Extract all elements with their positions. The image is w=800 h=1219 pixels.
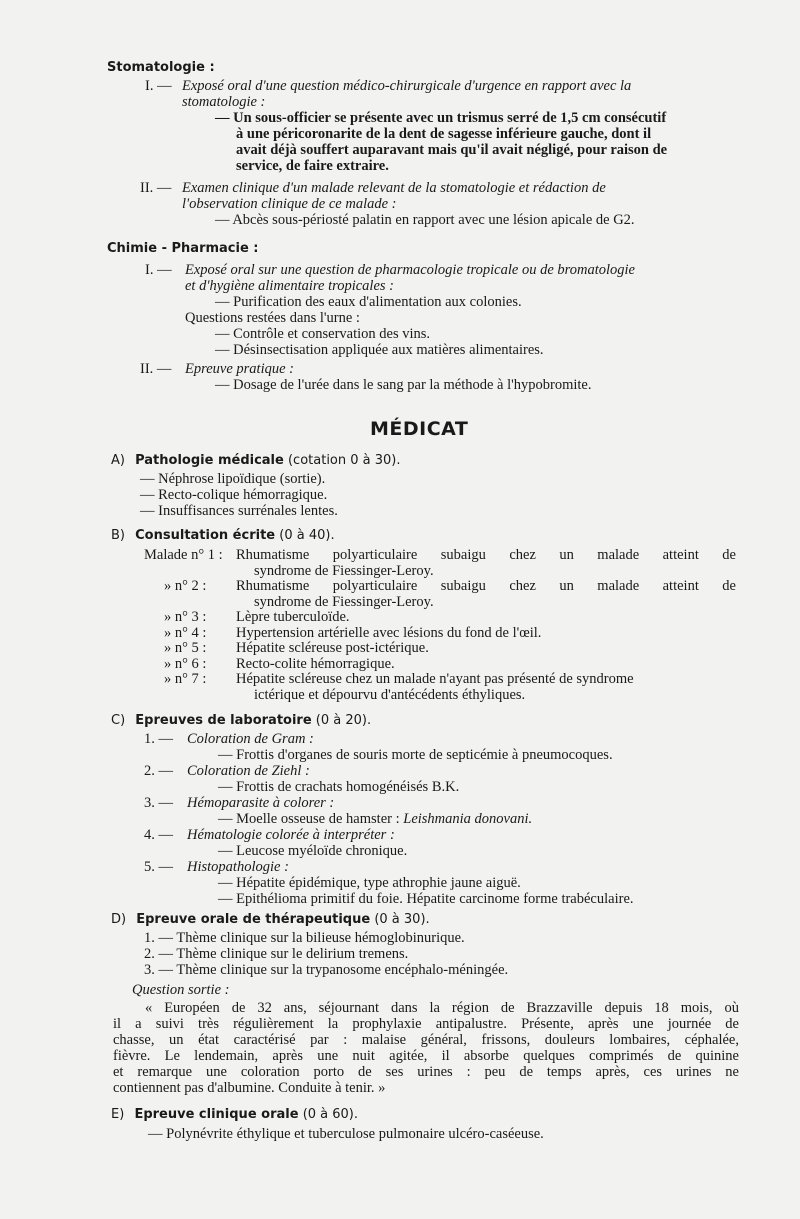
lab-item-title: Coloration de Ziehl : (187, 763, 310, 779)
section-name: Pathologie médicale (135, 453, 284, 468)
question-text: — Abcès sous-périosté palatin en rapport avec une lésion apicale de G2. (215, 212, 635, 228)
malade-text: Hépatite scléreuse chez un malade n'ayant pas présenté de syndrome (236, 671, 634, 687)
list-item: — Insuffisances surrénales lentes. (140, 503, 338, 519)
lab-item-number: 3. — (144, 795, 173, 811)
section-heading-chimie: Chimie - Pharmacie : (107, 241, 259, 256)
question-title: et d'hygiène alimentaire tropicales : (185, 278, 394, 294)
question-sortie-text: contiennent pas d'albumine. Conduite à tenir. » (113, 1080, 386, 1096)
malade-row (144, 672, 736, 688)
question-sortie-label: Question sortie : (132, 982, 230, 998)
section-cotation: (0 à 60). (302, 1107, 359, 1122)
section-cotation: (cotation 0 à 30). (287, 453, 401, 468)
lab-item-title: Hémoparasite à colorer : (187, 795, 335, 811)
malade-row-cont (144, 688, 736, 704)
lab-item-number: 2. — (144, 763, 173, 779)
malade-row (144, 548, 736, 564)
malade-row (144, 641, 736, 657)
malade-number: » n° 4 : (164, 624, 207, 641)
question-text: à une péricoronarite de la dent de sagesse inférieure gauche, dont il (236, 126, 652, 142)
lab-item-text: — Epithélioma primitif du foie. Hépatite carcinome forme trabéculaire. (218, 891, 634, 907)
question-text: — Purification des eaux d'alimentation aux colonies. (215, 294, 522, 310)
malade-text: Rhumatisme polyarticulaire subaigu chez un malade atteint de (236, 547, 736, 563)
lab-item-number: 1. — (144, 731, 173, 747)
question-title: l'observation clinique de ce malade : (182, 196, 397, 212)
question-sortie-text: et remarque une coloration porto de ses urines : peu de temps après, ces urines ne (113, 1064, 739, 1080)
section-e-heading (111, 1107, 358, 1123)
lab-item-text: — Frottis d'organes de souris morte de septicémie à pneumocoques. (218, 747, 613, 763)
malade-text: Lèpre tuberculoïde. (236, 609, 350, 625)
section-cotation: (0 à 40). (279, 528, 335, 543)
question-title: Epreuve pratique : (185, 361, 294, 377)
malade-row (144, 657, 736, 673)
question-text: service, de faire extraire. (236, 158, 389, 174)
item-number: I. — (145, 78, 172, 94)
malade-number: » n° 7 : (164, 671, 207, 687)
lab-item-text: — Frottis de crachats homogénéisés B.K. (218, 779, 460, 795)
lab-item-text: — Leucose myéloïde chronique. (218, 843, 408, 859)
lab-item-text: — Hépatite épidémique, type athrophie jaune aiguë. (218, 875, 521, 891)
lab-item-species: Leishmania donovani. (403, 811, 533, 827)
malade-text: syndrome de Fiessinger-Leroy. (254, 593, 434, 610)
item-number: II. — (140, 180, 172, 196)
lab-item-number: 4. — (144, 827, 173, 843)
malade-row (144, 579, 736, 595)
question-title: Exposé oral sur une question de pharmacologie tropicale ou de bromatologie (185, 262, 635, 278)
malade-text: Hépatite scléreuse post-ictérique. (236, 640, 429, 656)
question-title: Examen clinique d'un malade relevant de la stomatologie et rédaction de (182, 180, 606, 196)
question-title: Exposé oral d'une question médico-chirurgicale d'urgence en rapport avec la (182, 78, 632, 94)
section-cotation: (0 à 30). (374, 912, 430, 927)
malade-number: » n° 3 : (164, 609, 207, 625)
question-sortie-text: il a suivi très régulièrement la prophylaxie antipalustre. Présente, après une journée de (113, 1016, 739, 1032)
item-number: II. — (140, 361, 172, 377)
malade-text: Hypertension artérielle avec lésions du fond de l'œil. (236, 624, 542, 641)
urne-item: — Contrôle et conservation des vins. (215, 326, 431, 342)
question-text: — Un sous-officier se présente avec un trismus serré de 1,5 cm consécutif (215, 110, 667, 126)
lab-item-number: 5. — (144, 859, 173, 875)
item-number: I. — (145, 262, 172, 278)
urne-label: Questions restées dans l'urne : (185, 310, 360, 326)
question-text: avait déjà souffert auparavant mais qu'il avait négligé, pour raison de (236, 142, 668, 158)
page-title: MÉDICAT (370, 418, 469, 440)
malade-text: Rhumatisme polyarticulaire subaigu chez un malade atteint de (236, 578, 736, 594)
section-a-heading (111, 453, 401, 469)
question-sortie-text: « Européen de 32 ans, séjournant dans la région de Brazzaville depuis 18 mois, où (145, 1000, 739, 1016)
malade-row (144, 626, 736, 642)
malade-number: » n° 2 : (164, 578, 207, 594)
section-letter: B) (111, 528, 125, 543)
malade-row-cont (144, 564, 736, 580)
malade-text: ictérique et dépourvu d'antécédents éthyliques. (254, 686, 526, 703)
lab-item-title: Histopathologie : (187, 859, 289, 875)
section-heading-stomatologie: Stomatologie : (107, 60, 215, 75)
list-item: — Polynévrite éthylique et tuberculose pulmonaire ulcéro-caséeuse. (148, 1126, 544, 1142)
theme-item: 3. — Thème clinique sur la trypanosome encéphalo-méningée. (144, 962, 509, 978)
malade-row (144, 610, 736, 626)
section-letter: C) (111, 713, 126, 728)
malade-row-cont (144, 595, 736, 611)
malade-number: » n° 6 : (164, 655, 207, 672)
section-cotation: (0 à 20). (315, 713, 372, 728)
theme-item: 2. — Thème clinique sur le delirium tremens. (144, 946, 409, 962)
section-letter: A) (111, 453, 125, 468)
list-item: — Recto-colique hémorragique. (140, 487, 328, 503)
lab-item-text (218, 812, 532, 828)
theme-item: 1. — Thème clinique sur la bilieuse hémoglobinurique. (144, 930, 465, 946)
list-item: — Néphrose lipoïdique (sortie). (140, 471, 326, 487)
section-letter: E) (111, 1107, 125, 1122)
lab-item-title: Hématologie colorée à interpréter : (187, 827, 395, 843)
section-d-heading (111, 912, 430, 928)
malade-text: syndrome de Fiessinger-Leroy. (254, 562, 434, 579)
section-letter: D) (111, 912, 127, 927)
question-sortie-text: fièvre. Le lendemain, après une nuit agitée, il absorbe quelques comprimés de quinine (113, 1048, 739, 1064)
question-text: — Dosage de l'urée dans le sang par la méthode à l'hypobromite. (215, 377, 592, 393)
malade-text: Recto-colite hémorragique. (236, 655, 395, 672)
question-title: stomatologie : (182, 94, 266, 110)
urne-item: — Désinsectisation appliquée aux matières alimentaires. (215, 342, 544, 358)
malade-list (144, 548, 736, 703)
section-b-heading (111, 528, 335, 544)
malade-number: Malade n° 1 : (144, 547, 223, 563)
lab-item-text-main: — Moelle osseuse de hamster : (218, 811, 400, 827)
section-name: Epreuves de laboratoire (135, 713, 312, 728)
section-name: Epreuve orale de thérapeutique (136, 912, 371, 927)
malade-number: » n° 5 : (164, 640, 207, 656)
question-sortie-text: chasse, un état caractérisé par : malaise général, frissons, douleurs lombaires, céphalée, (113, 1032, 739, 1048)
section-name: Epreuve clinique orale (134, 1107, 299, 1122)
lab-item-title: Coloration de Gram : (187, 731, 314, 747)
section-c-heading (111, 713, 371, 729)
section-name: Consultation écrite (135, 528, 276, 543)
